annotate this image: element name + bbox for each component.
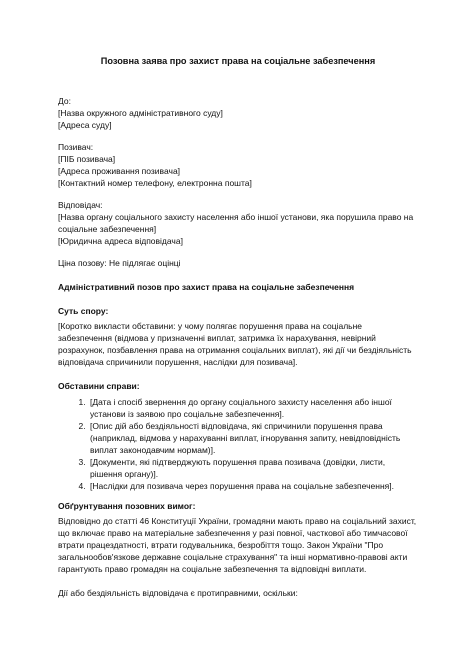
list-item: 3. [Документи, які підтверджують порушення права позивача (довідки, листи, рішення органу)]. <box>88 456 418 480</box>
court-name: [Назва окружного адміністративного суду] <box>58 108 223 118</box>
plaintiff-block <box>58 141 418 189</box>
plaintiff-contacts: [Контактний номер телефону, електронна пошта] <box>58 178 252 188</box>
plaintiff-name: [ПІБ позивача] <box>58 154 116 164</box>
defendant-block <box>58 199 418 247</box>
defendant-label: Відповідач: <box>58 200 103 210</box>
claim-price: Ціна позову: Не підлягає оцінці <box>58 258 181 268</box>
dispute-section <box>58 305 418 368</box>
circumstances-heading: Обставини справи: <box>58 381 140 391</box>
defendant-address: [Юридична адреса відповідача] <box>58 236 183 246</box>
plaintiff-label: Позивач: <box>58 142 94 152</box>
justification-section <box>58 500 418 575</box>
plaintiff-address: [Адреса проживання позивача] <box>58 166 181 176</box>
recipient-block <box>58 95 418 131</box>
claim-title: Адміністративний позов про захист права на соціальне забезпечення <box>58 282 355 292</box>
justification-heading: Обґрунтування позовних вимог: <box>58 501 196 511</box>
list-item: 1. [Дата і спосіб звернення до органу соціального захисту населення або іншої установи із заявою про соціальне забезпечення]. <box>88 396 418 420</box>
document-title: Позовна заява про захист права на соціальне забезпечення <box>100 56 376 66</box>
dispute-text: [Коротко викласти обставини: у чому полягає порушення права на соціальне забезпечення (відмова у призначенні виплат, затримка їх нарахування, невірний розрахунок, позбавлення права на отримання соціальних виплат), які дії чи бездіяльність відповідача спричинили порушення, наслідки для позивача]. <box>58 321 412 367</box>
court-address: [Адреса суду] <box>58 120 112 130</box>
document-page <box>58 55 418 599</box>
defendant-name: [Назва органу соціального захисту населення або іншої установи, яка порушила право на соціальне забезпечення] <box>58 212 414 234</box>
list-item: 4. [Наслідки для позивача через порушення права на соціальне забезпечення]. <box>88 480 418 492</box>
circumstances-list <box>58 396 418 492</box>
recipient-label: До: <box>58 96 71 106</box>
justification-text: Відповідно до статті 46 Конституції України, громадяни мають право на соціальний захист, що включає право на матеріальне забезпечення у разі повної, часткової або тимчасової втрати працездатності, втрати годувальника, безробіття тощо. Закон України "Про загальнообов'язкове державне соціальне страхування" та інші нормативно-правові акти гарантують право громадян на соціальне забезпечення та відповідні виплати. <box>58 516 417 574</box>
circumstances-section <box>58 380 418 492</box>
list-item: 2. [Опис дій або бездіяльності відповідача, які спричинили порушення права (наприклад, відмова у нарахуванні виплат, ігнорування запиту, невідповідність виплат законодавчим нормам)]. <box>88 420 418 456</box>
dispute-heading: Суть спору: <box>58 306 109 316</box>
closing-text: Дії або бездіяльність відповідача є протиправними, оскільки: <box>58 588 298 598</box>
